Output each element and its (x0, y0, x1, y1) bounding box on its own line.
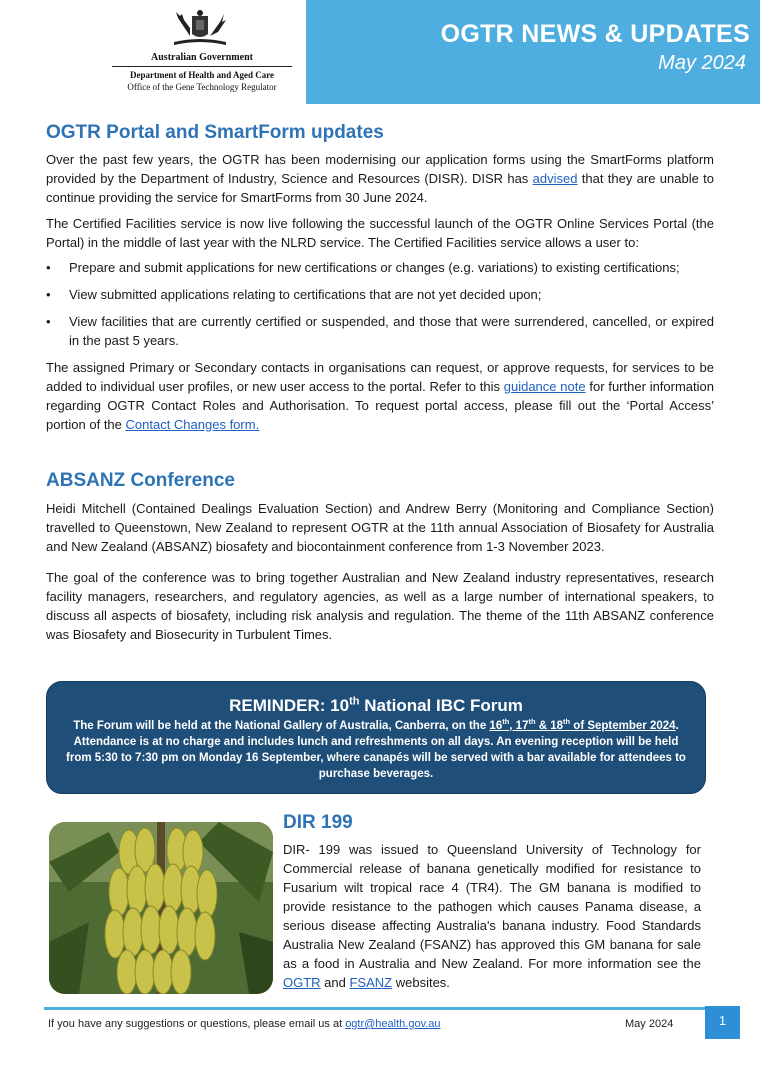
paragraph: The goal of the conference was to bring together Australian and New Zealand industry representatives, research facility managers, researchers, and regulatory agencies, as well as a large number of international speakers, to discuss all aspects of biosafety, including risk analysis and regulation. The theme of the 11th ABSANZ conference was Biosafety and Biosecurity in Turbulent Times. (46, 570, 714, 642)
section-portal-updates (46, 122, 714, 434)
ibc-forum-reminder (46, 681, 706, 794)
paragraph: Over the past few years, the OGTR has been modernising our application forms using the SmartForms platform provided by the Department of Industry, Science and Resources (DISR). DISR has advised that they are unable to continue providing the service for SmartForms from 30 June 2024. (46, 152, 714, 205)
footer-date: May 2024 (625, 1018, 674, 1030)
ogtr-link[interactable]: OGTR (283, 975, 321, 990)
gov-line-3: Office of the Gene Technology Regulator (127, 82, 277, 92)
bullet-list (46, 258, 714, 350)
newsletter-date: May 2024 (658, 52, 746, 74)
section-absanz (46, 470, 714, 644)
page-number: 1 (705, 1006, 740, 1039)
fsanz-link[interactable]: FSANZ (349, 975, 393, 990)
reminder-title: REMINDER: 10th National IBC Forum (229, 695, 523, 715)
paragraph: The Certified Facilities service is now live following the successful launch of the OGTR Online Services Portal (the Portal) in the middle of last year with the NLRD service. The Certified Facilities service allows a user to: (46, 216, 714, 250)
paragraph: Heidi Mitchell (Contained Dealings Evaluation Section) and Andrew Berry (Monitoring and Compliance Section) travelled to Queenstown, New Zealand to represent OGTR at the 11th annual Association of Biosafety for Australia and New Zealand (ABSANZ) biosafety and biocontainment conference from 1-3 November 2023. (46, 501, 714, 554)
section-dir-199 (283, 812, 701, 992)
section-heading: DIR 199 (283, 812, 353, 833)
guidance-note-link[interactable]: guidance note (503, 379, 586, 394)
section-heading: OGTR Portal and SmartForm updates (46, 122, 384, 143)
paragraph: DIR- 199 was issued to Queensland University of Technology for Commercial release of banana genetically modified for resistance to Fusarium wilt tropical race 4 (TR4). The GM banana is modified to provide resistance to the pathogen which causes Panama disease, a serious disease affecting Australia's banana industry. Food Standards Australia New Zealand (FSANZ) has approved this GM banana for sale as a food in Australia and New Zealand. For more information see the OGTR and FSANZ websites. (283, 842, 701, 990)
banana-bunch-image (49, 822, 273, 994)
coat-of-arms-icon (168, 8, 232, 52)
gov-divider (112, 66, 292, 67)
newsletter-title: OGTR NEWS & UPDATES (440, 20, 750, 48)
section-heading: ABSANZ Conference (46, 470, 235, 491)
advised-link[interactable]: advised (532, 171, 578, 186)
footer-contact: If you have any suggestions or questions, please email us at ogtr@health.gov.au (48, 1018, 441, 1030)
reminder-body: The Forum will be held at the National Gallery of Australia, Canberra, on the 16th, 17th & 18th of September 2024. Attendance is at no charge and includes lunch and refreshments on all days. An evening reception will be held from 5:30 to 7:30 pm on Monday 16 September, where canapés will be served with a bar available for attendees to purchase beverages. (66, 717, 686, 780)
footer-divider (44, 1007, 740, 1010)
email-link[interactable]: ogtr@health.gov.au (345, 1018, 441, 1030)
contact-changes-form-link[interactable]: Contact Changes form. (125, 417, 260, 432)
gov-line-2: Department of Health and Aged Care (129, 70, 275, 80)
gov-line-1: Australian Government (151, 52, 253, 63)
list-item: • Prepare and submit applications for new certifications or changes (e.g. variations) to existing certifications; (46, 258, 714, 277)
list-item: • View facilities that are currently certified or suspended, and those that were surrendered, cancelled, or expired in the past 5 years. (46, 312, 714, 350)
paragraph: The assigned Primary or Secondary contacts in organisations can request, or approve requests, for services to be added to individual user profiles, or new user access to the portal. Refer to this guidance note for further information regarding OGTR Contact Roles and Authorisation. To request portal access, please fill out the ‘Portal Access’ portion of the Contact Changes form. (46, 360, 714, 432)
list-item: • View submitted applications relating to certifications that are not yet decided upon; (46, 285, 714, 304)
